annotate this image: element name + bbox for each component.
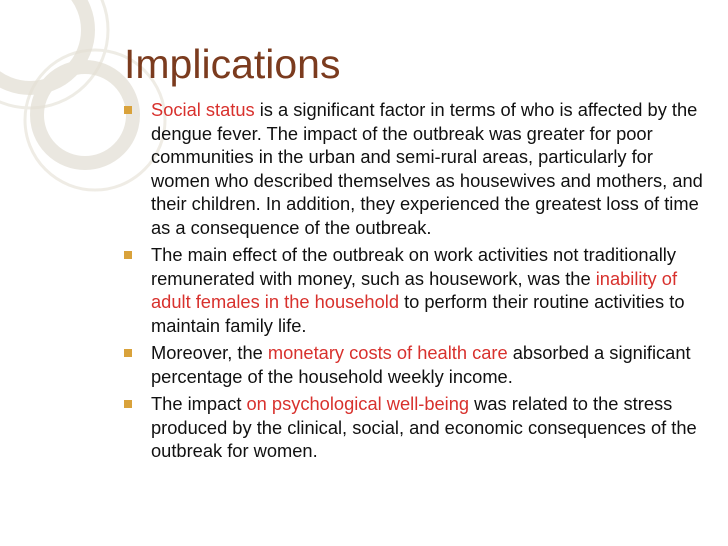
highlight-text: on psychological well-being [246,393,470,414]
bullet-text: absorbed a significant percentage of the household weekly income. [151,342,691,387]
bullet-marker-icon [124,400,132,408]
highlight-text: Social status [151,99,255,120]
bullet-item [124,392,714,463]
bullet-item [124,341,714,388]
bullet-item [124,98,714,239]
bullet-text: The main effect of the outbreak on work activities not traditionally remunerated with money, such as housework, was the [151,244,677,289]
bullet-text: is a significant factor in terms of who is affected by the dengue fever. The impact of the outbreak was greater for poor communities in the urban and semi-rural areas, particularly for women who described themselves as housewives and mothers, and their children. In addition, they experienced the greatest loss of time as a consequence of the outbreak. [151,99,703,238]
bullet-text: was related to the stress produced by the clinical, social, and economic consequences of the outbreak for women. [151,393,697,461]
bullet-marker-icon [124,251,132,259]
highlight-text: monetary costs of health care [267,342,508,363]
slide-title: Implications [124,41,341,87]
bullet-text: Moreover, the [151,342,268,363]
background-ring [37,67,133,163]
bullet-item [124,243,714,337]
bullet-marker-icon [124,349,132,357]
bullet-marker-icon [124,106,132,114]
bullet-list [124,98,714,467]
bullet-text: to perform their routine activities to maintain family life. [151,291,685,336]
highlight-text: inability of adult females in the household [151,267,678,312]
bullet-text: The impact [151,393,247,414]
